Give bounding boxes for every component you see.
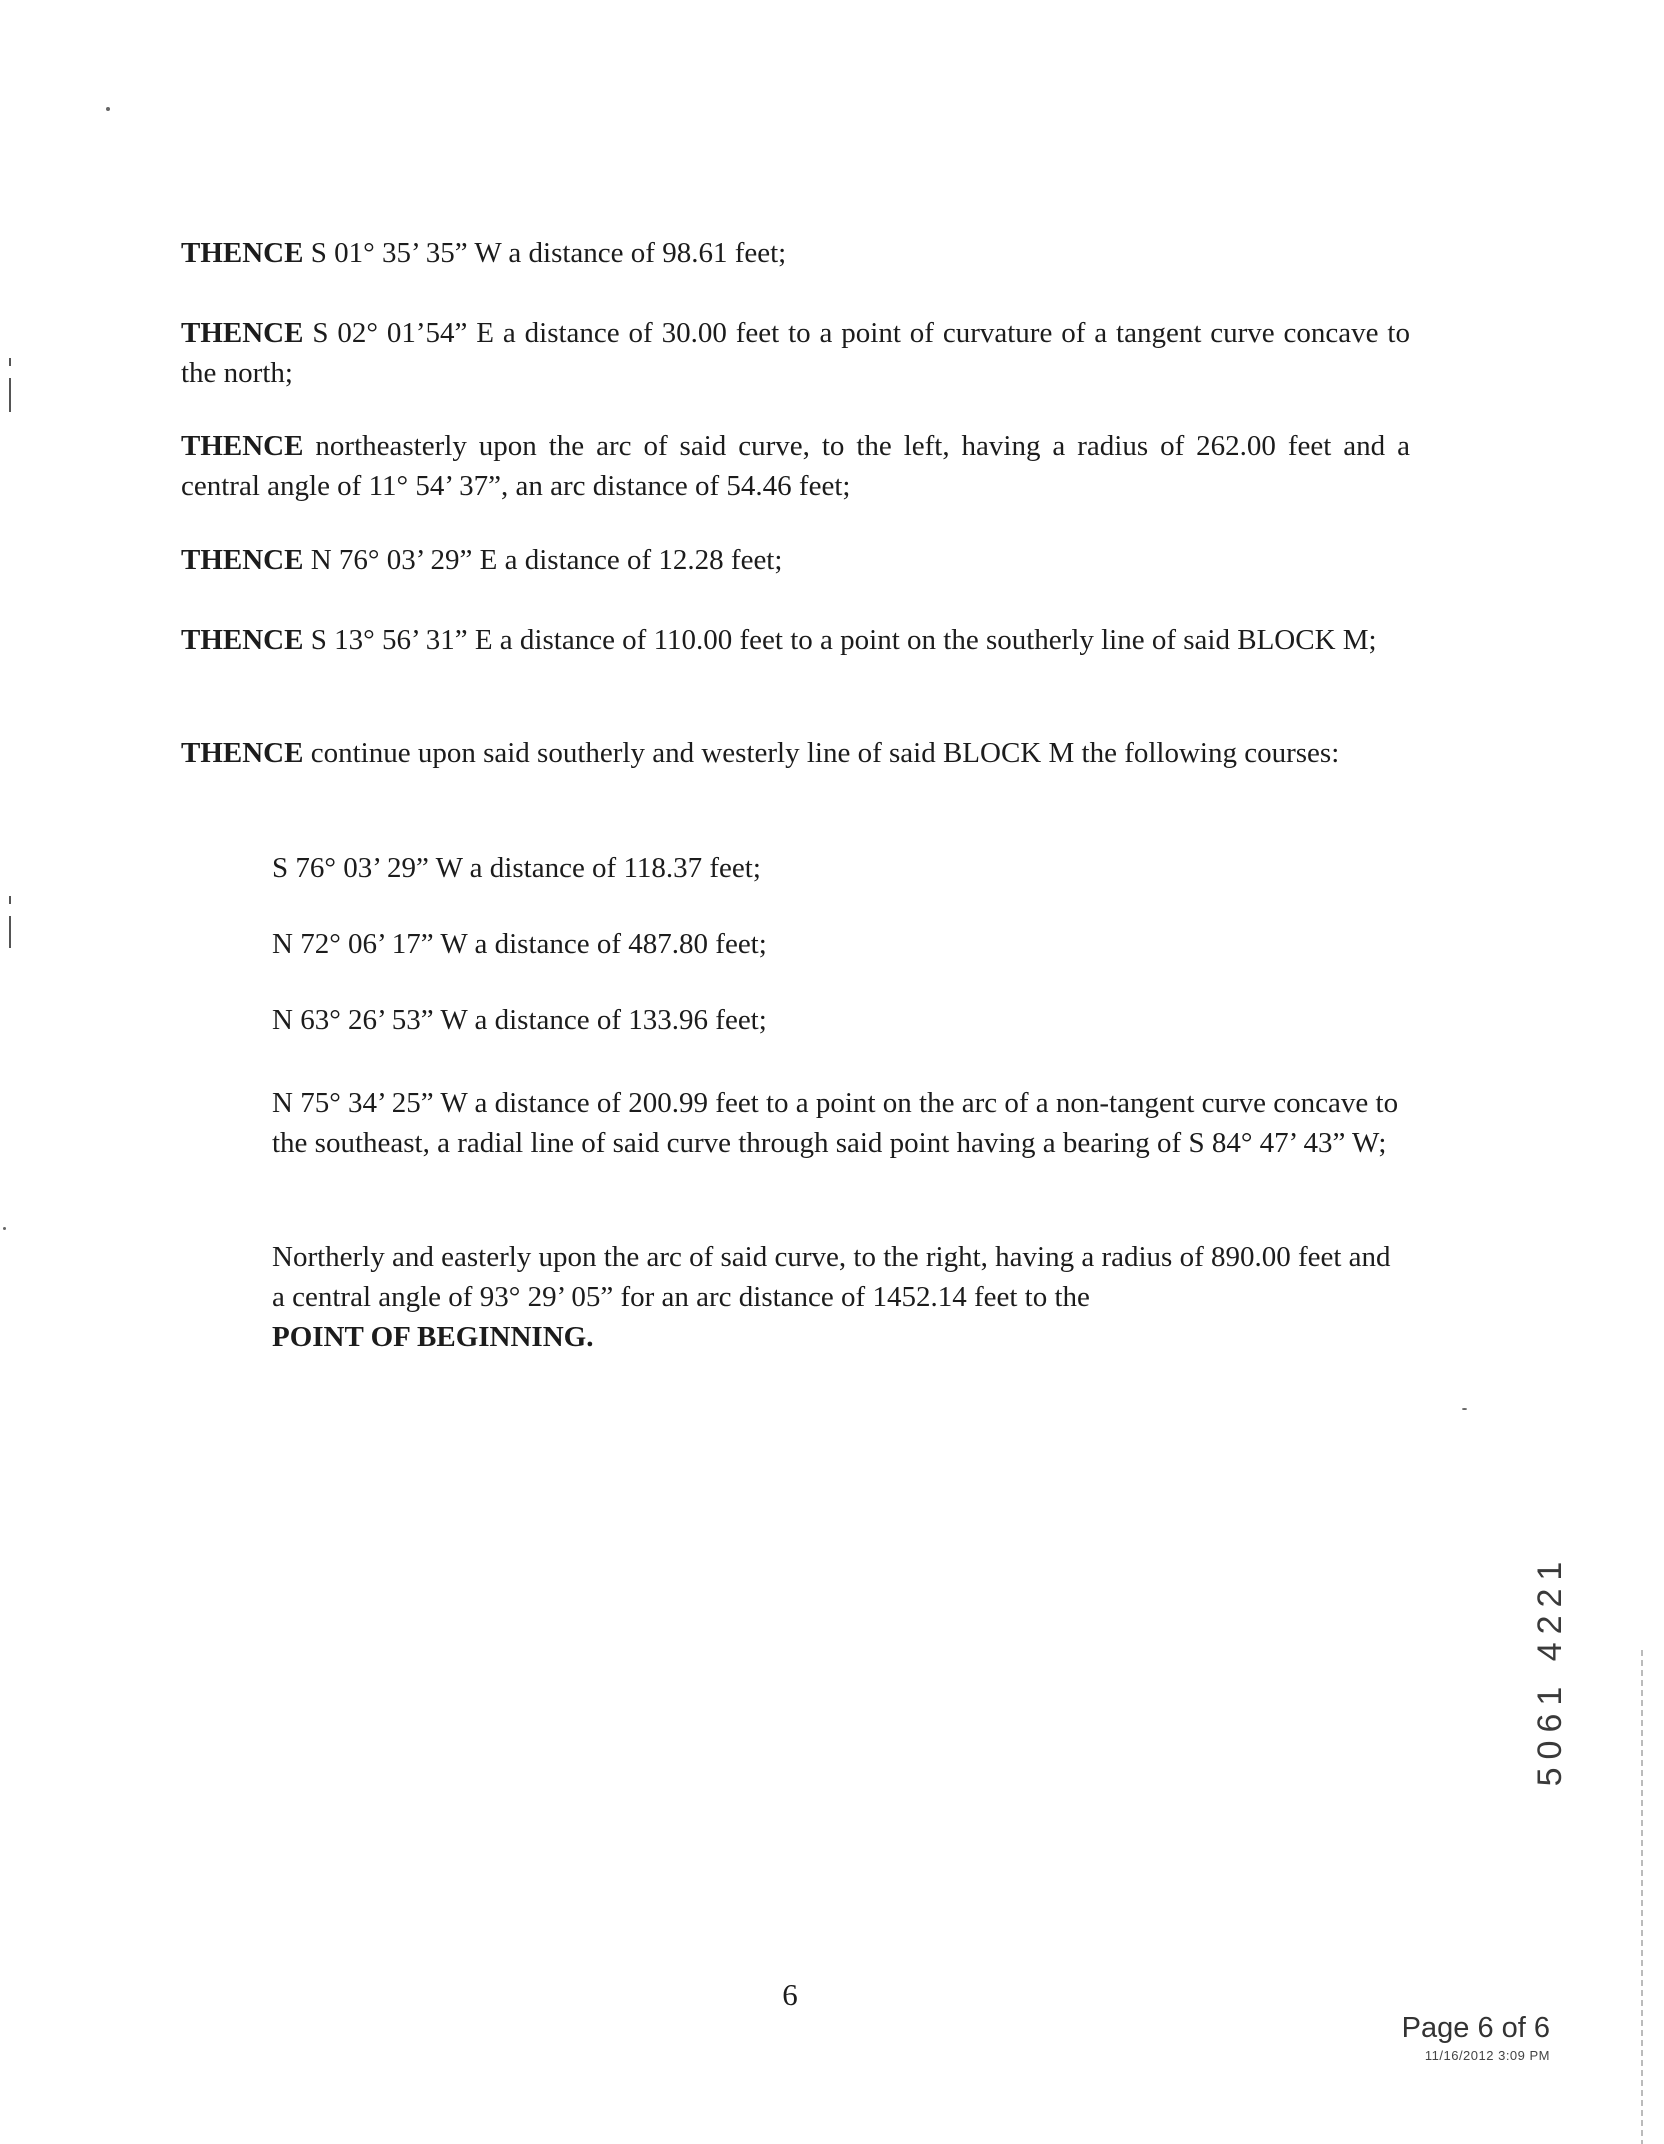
legal-paragraph-4 [181,540,1410,580]
footer-timestamp: 11/16/2012 3:09 PM [1424,2048,1550,2063]
paragraph-text: continue upon said southerly and westerly line of said BLOCK M the following courses: [303,737,1340,769]
scan-margin-mark [9,358,11,366]
legal-paragraph-1 [181,233,1410,273]
legal-paragraph-5 [181,620,1410,660]
thence-label: THENCE [181,430,304,462]
point-of-beginning: POINT OF BEGINNING. [272,1321,594,1353]
course-line-2: N 72° 06’ 17” W a distance of 487.80 feet; [272,928,767,960]
thence-label: THENCE [181,317,304,349]
scan-speck [106,107,110,111]
thence-label: THENCE [181,624,304,656]
thence-label: THENCE [181,737,304,769]
course-line-4: N 75° 34’ 25” W a distance of 200.99 feet to a point on the arc of a non-tangent curve concave to the southeast, a radial line of said curve through said point having a bearing of S 84° 47’ 43” W; [272,1087,1399,1159]
scan-margin-mark [9,896,11,904]
legal-paragraph-6 [181,733,1410,773]
scan-margin-mark [9,378,11,412]
legal-paragraph-2 [181,313,1410,393]
recording-stamp-text: 5061 4221 [1531,1553,1569,1787]
thence-label: THENCE [181,544,304,576]
paragraph-text: S 01° 35’ 35” W a distance of 98.61 feet; [303,237,787,269]
course-line-1: S 76° 03’ 29” W a distance of 118.37 feet; [272,852,761,884]
scan-margin-mark [9,916,11,948]
footer-page-label: Page 6 of 6 [1401,2012,1550,2044]
paragraph-text: N 76° 03’ 29” E a distance of 12.28 feet; [303,544,783,576]
scan-edge-line [1641,1650,1643,2144]
scan-speck [1462,1408,1467,1410]
scan-speck [3,1227,6,1230]
course-line-3: N 63° 26’ 53” W a distance of 133.96 feet; [272,1004,767,1036]
course-text: Northerly and easterly upon the arc of said curve, to the right, having a radius of 890.00 feet and a central angle of 93° 29’ 05” for an arc distance of 1452.14 feet to the [272,1241,1391,1313]
paragraph-text: S 02° 01’54” E a distance of 30.00 feet to a point of curvature of a tangent curve concave to the north; [181,317,1410,389]
paragraph-text: northeasterly upon the arc of said curve, to the left, having a radius of 262.00 feet and a central angle of 11° 54’ 37”, an arc distance of 54.46 feet; [181,430,1410,502]
thence-label: THENCE [181,237,304,269]
legal-paragraph-3 [181,426,1410,506]
course-line-5 [272,1237,1410,1357]
recording-stamp [1520,1505,1580,1835]
page-number: 6 [782,1977,798,2012]
paragraph-text: S 13° 56’ 31” E a distance of 110.00 feet to a point on the southerly line of said BLOCK M; [303,624,1377,656]
